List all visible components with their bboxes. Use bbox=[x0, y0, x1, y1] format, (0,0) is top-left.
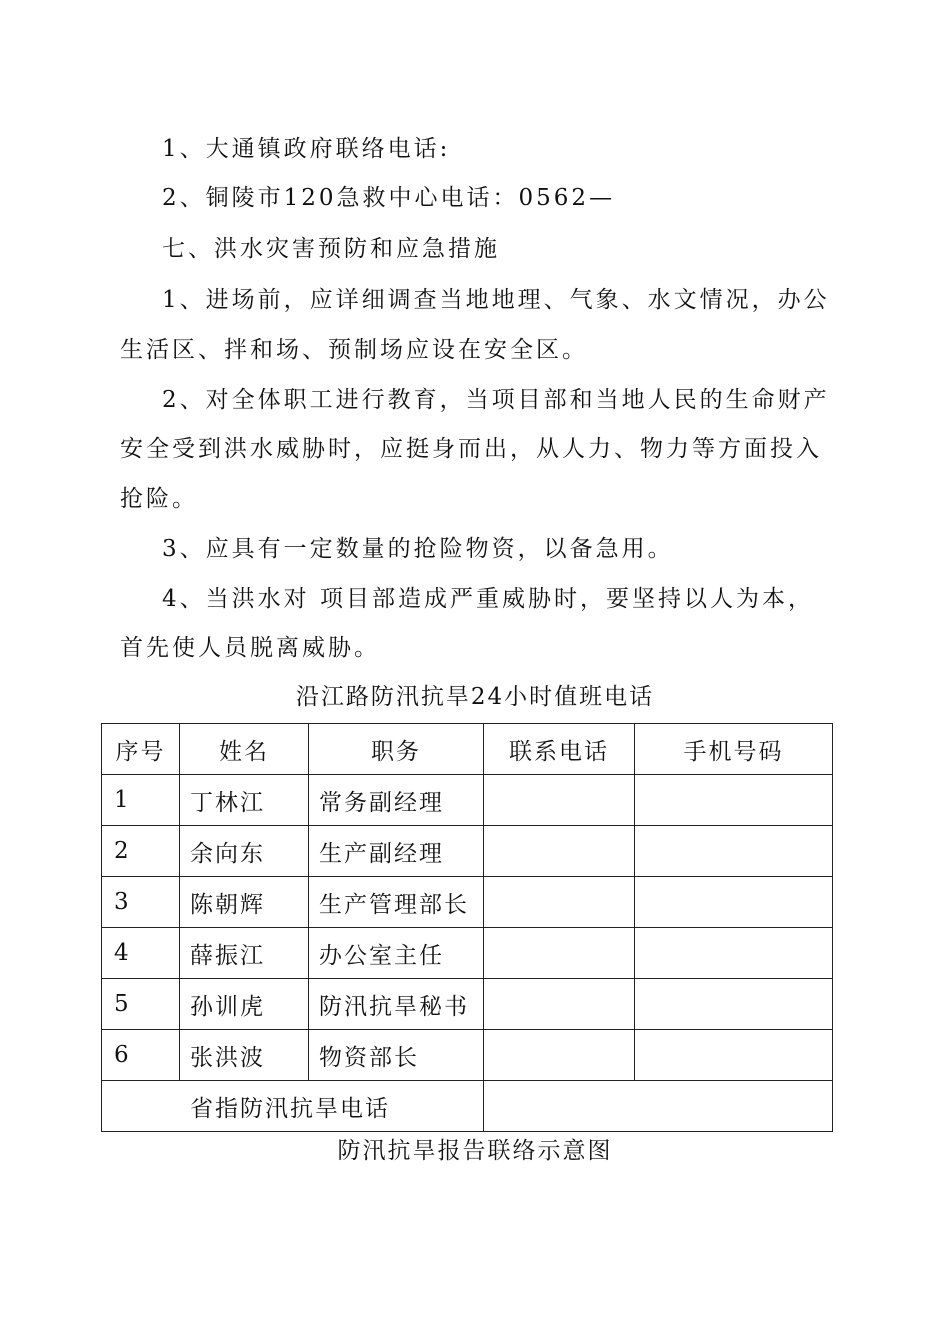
cell-role: 生产副经理 bbox=[309, 826, 484, 877]
hq-phone bbox=[484, 1081, 833, 1132]
cell-mobile bbox=[635, 928, 833, 979]
table-row bbox=[102, 826, 833, 877]
table-row bbox=[102, 877, 833, 928]
cell-phone bbox=[484, 1030, 635, 1081]
cell-phone bbox=[484, 775, 635, 826]
cell-phone bbox=[484, 979, 635, 1030]
cell-mobile bbox=[635, 979, 833, 1030]
cell-phone bbox=[484, 877, 635, 928]
table-title: 沿江路防汛抗旱24小时值班电话 bbox=[295, 684, 655, 710]
cell-name: 张洪波 bbox=[180, 1030, 309, 1081]
duty-phone-table bbox=[101, 723, 833, 1132]
paragraph-line: 2、铜陵市120急救中心电话：0562— bbox=[162, 185, 616, 211]
hq-label: 省指防汛抗旱电话 bbox=[102, 1081, 484, 1132]
header-seq: 序号 bbox=[102, 724, 180, 775]
cell-mobile bbox=[635, 826, 833, 877]
cell-mobile bbox=[635, 877, 833, 928]
cell-seq: 5 bbox=[102, 979, 180, 1030]
header-name: 姓名 bbox=[180, 724, 309, 775]
cell-seq: 3 bbox=[102, 877, 180, 928]
cell-name: 孙训虎 bbox=[180, 979, 309, 1030]
table-row bbox=[102, 775, 833, 826]
header-role: 职务 bbox=[309, 724, 484, 775]
cell-phone bbox=[484, 826, 635, 877]
table-row bbox=[102, 1030, 833, 1081]
header-phone: 联系电话 bbox=[484, 724, 635, 775]
paragraph-line: 安全受到洪水威胁时，应挺身而出，从人力、物力等方面投入 bbox=[120, 436, 822, 462]
paragraph-line: 首先使人员脱离威胁。 bbox=[120, 635, 380, 661]
cell-mobile bbox=[635, 775, 833, 826]
paragraph-line: 抢险。 bbox=[120, 486, 198, 512]
table-row bbox=[102, 928, 833, 979]
cell-name: 薛振江 bbox=[180, 928, 309, 979]
cell-name: 余向东 bbox=[180, 826, 309, 877]
paragraph-line: 4、当洪水对 项目部造成严重威胁时，要坚持以人为本， bbox=[162, 586, 814, 612]
paragraph-line: 2、对全体职工进行教育，当项目部和当地人民的生命财产 bbox=[162, 387, 830, 413]
paragraph-line: 3、应具有一定数量的抢险物资，以备急用。 bbox=[162, 536, 674, 562]
cell-mobile bbox=[635, 1030, 833, 1081]
section-heading: 七、洪水灾害预防和应急措施 bbox=[162, 236, 500, 262]
cell-role: 物资部长 bbox=[309, 1030, 484, 1081]
paragraph-line: 1、大通镇政府联络电话: bbox=[162, 136, 451, 162]
cell-role: 办公室主任 bbox=[309, 928, 484, 979]
cell-seq: 2 bbox=[102, 826, 180, 877]
cell-role: 生产管理部长 bbox=[309, 877, 484, 928]
cell-role: 防汛抗旱秘书 bbox=[309, 979, 484, 1030]
table-header-row bbox=[102, 724, 833, 775]
cell-name: 陈朝辉 bbox=[180, 877, 309, 928]
table-row bbox=[102, 979, 833, 1030]
cell-seq: 6 bbox=[102, 1030, 180, 1081]
cell-seq: 1 bbox=[102, 775, 180, 826]
cell-name: 丁林江 bbox=[180, 775, 309, 826]
cell-role: 常务副经理 bbox=[309, 775, 484, 826]
paragraph-line: 生活区、拌和场、预制场应设在安全区。 bbox=[120, 337, 588, 363]
paragraph-line: 1、进场前，应详细调查当地地理、气象、水文情况，办公 bbox=[162, 287, 830, 313]
cell-seq: 4 bbox=[102, 928, 180, 979]
header-mobile: 手机号码 bbox=[635, 724, 833, 775]
table-row-hq bbox=[102, 1081, 833, 1132]
cell-phone bbox=[484, 928, 635, 979]
figure-caption: 防汛抗旱报告联络示意图 bbox=[337, 1138, 613, 1164]
